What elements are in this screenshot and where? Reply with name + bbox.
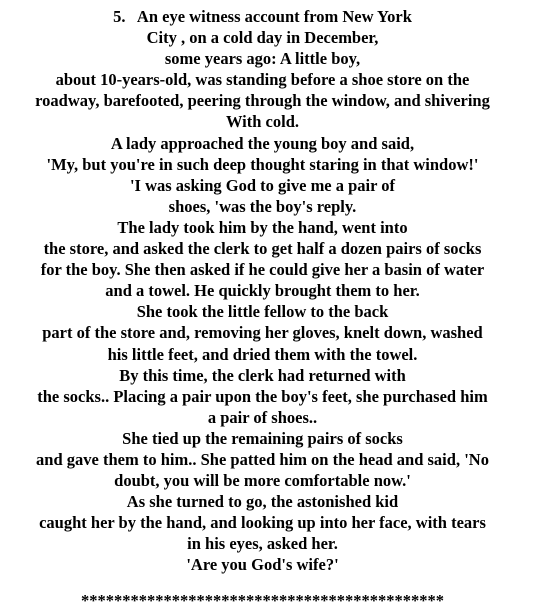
story-line: The lady took him by the hand, went into: [117, 217, 408, 237]
story-line: doubt, you will be more comfortable now.': [114, 471, 411, 491]
story-line: some years ago: A little boy,: [164, 49, 361, 69]
story-line: shoes, 'was the boy's reply.: [168, 196, 357, 216]
story-line: By this time, the clerk had returned with: [119, 365, 406, 385]
story-line: about 10-years-old, was standing before a shoe store on the: [55, 70, 470, 90]
story-line: a pair of shoes..: [207, 407, 318, 427]
story-line: for the boy. She then asked if he could give her a basin of water: [40, 260, 485, 280]
story-line: part of the store and, removing her gloves, knelt down, washed: [42, 323, 483, 343]
story-line: and gave them to him.. She patted him on the head and said, 'No: [36, 449, 489, 469]
story-line: 5. An eye witness account from New York: [113, 7, 412, 26]
story-line: She tied up the remaining pairs of socks: [122, 428, 403, 448]
story-line: As she turned to go, the astonished kid: [126, 492, 399, 512]
story-line: 'I was asking God to give me a pair of: [129, 175, 396, 195]
story-line: 'Are you God's wife?': [186, 555, 339, 575]
story-line: the store, and asked the clerk to get half a dozen pairs of socks: [43, 239, 482, 259]
story-line: She took the little fellow to the back: [136, 302, 389, 322]
story-line: A lady approached the young boy and said,: [110, 133, 415, 153]
story-line: roadway, barefooted, peering through the window, and shivering: [35, 91, 490, 111]
story-line: and a towel. He quickly brought them to her.: [105, 281, 420, 301]
story-line: the socks.. Placing a pair upon the boy's feet, she purchased him: [37, 386, 488, 406]
story-line: in his eyes, asked her.: [187, 534, 338, 554]
story-line: caught her by the hand, and looking up into her face, with tears: [39, 513, 486, 533]
story-line: his little feet, and dried them with the towel.: [107, 344, 418, 364]
story-line: 'My, but you're in such deep thought staring in that window!': [46, 154, 479, 174]
story-text: [0, 6, 525, 576]
story-line: With cold.: [225, 112, 300, 132]
story-line: City , on a cold day in December,: [146, 28, 379, 48]
asterisk-separator: ********************************************: [81, 591, 444, 610]
